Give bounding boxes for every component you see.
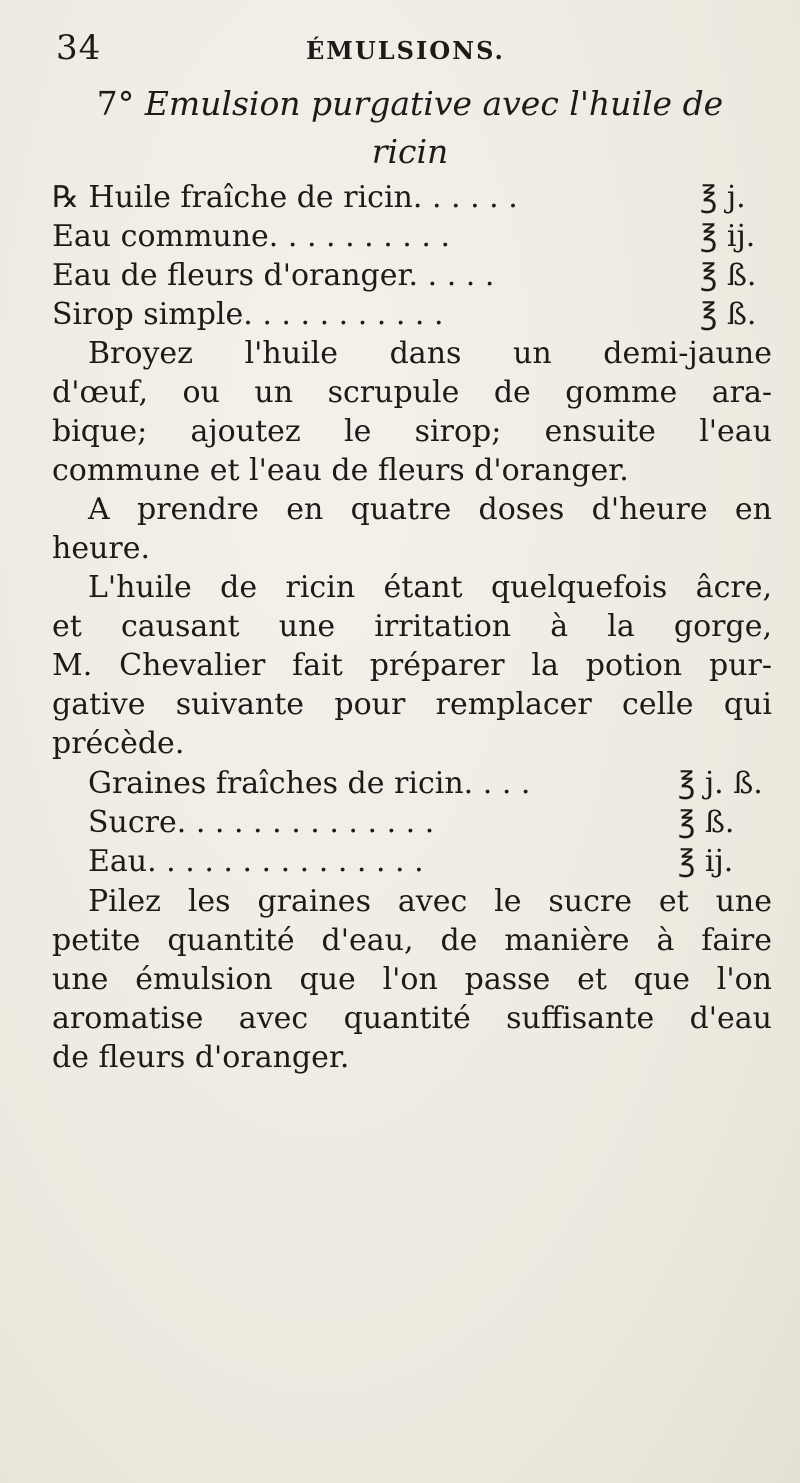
recipe-line bbox=[52, 178, 770, 217]
text-line: L'huile de ricin étant quelquefois âcre, bbox=[88, 570, 772, 605]
section-title-line-2: ricin bbox=[371, 132, 449, 171]
text-line: aromatise avec quantité suffisante d'eau bbox=[52, 1001, 772, 1036]
text-line: A prendre en quatre doses d'heure en bbox=[88, 492, 772, 527]
recipe-1 bbox=[52, 178, 770, 334]
ingredient-label: Eau commune. . . . . . . . . . bbox=[52, 219, 450, 254]
text-line: de fleurs d'oranger. bbox=[52, 1040, 350, 1075]
paragraph-preparation bbox=[52, 334, 772, 490]
paragraph-chevalier bbox=[52, 568, 772, 763]
page-header bbox=[56, 28, 756, 74]
recipe-line bbox=[52, 217, 770, 256]
ingredient-label: Sirop simple. . . . . . . . . . . bbox=[52, 297, 444, 332]
text-line: petite quantité d'eau, de manière à faire bbox=[52, 923, 772, 958]
ingredient-label: Eau de fleurs d'oranger. . . . . bbox=[52, 258, 495, 293]
ingredient-quantity: ℥ ß. bbox=[678, 805, 735, 840]
text-line: commune et l'eau de fleurs d'oranger. bbox=[52, 453, 629, 488]
text-line: Broyez l'huile dans un demi-jaune bbox=[88, 336, 772, 371]
ingredient-label: Eau. . . . . . . . . . . . . . . bbox=[88, 844, 424, 879]
ingredient-quantity: ℥ j. ß. bbox=[678, 766, 763, 801]
text-line: M. Chevalier fait préparer la potion pur- bbox=[52, 648, 772, 683]
text-line: gative suivante pour remplacer celle qui bbox=[52, 687, 772, 722]
ingredient-label: Graines fraîches de ricin. . . . bbox=[88, 766, 531, 801]
text-line: précède. bbox=[52, 726, 185, 761]
ingredient-quantity: ℥ ij. bbox=[700, 219, 756, 254]
paragraph-dosage bbox=[52, 490, 772, 568]
ingredient-quantity: ℥ ß. bbox=[700, 297, 757, 332]
section-title-text: Emulsion purgative avec l'huile de bbox=[144, 84, 724, 123]
recipe-line bbox=[52, 295, 770, 334]
ingredient-label: ℞ Huile fraîche de ricin. . . . . . bbox=[52, 180, 518, 215]
recipe-2 bbox=[88, 764, 770, 881]
page-number: 34 bbox=[56, 28, 102, 68]
section-title bbox=[50, 80, 770, 176]
text-line: bique; ajoutez le sirop; ensuite l'eau bbox=[52, 414, 772, 449]
ingredient-quantity: ℥ ij. bbox=[678, 844, 734, 879]
text-line: et causant une irritation à la gorge, bbox=[52, 609, 772, 644]
recipe-line bbox=[88, 764, 770, 803]
ingredient-quantity: ℥ ß. bbox=[700, 258, 757, 293]
recipe-line bbox=[52, 256, 770, 295]
paragraph-instructions bbox=[52, 882, 772, 1077]
text-line: Pilez les graines avec le sucre et une bbox=[88, 884, 772, 919]
text-line: une émulsion que l'on passe et que l'on bbox=[52, 962, 772, 997]
text-line: heure. bbox=[52, 531, 151, 566]
ingredient-label: Sucre. . . . . . . . . . . . . . bbox=[88, 805, 435, 840]
ingredient-quantity: ℥ j. bbox=[700, 180, 746, 215]
text-line: d'œuf, ou un scrupule de gomme ara- bbox=[52, 375, 772, 410]
recipe-line bbox=[88, 803, 770, 842]
section-title-line-1 bbox=[50, 80, 770, 128]
running-head: ÉMULSIONS. bbox=[306, 36, 505, 65]
recipe-line bbox=[88, 842, 770, 881]
section-number: 7° bbox=[96, 84, 135, 123]
